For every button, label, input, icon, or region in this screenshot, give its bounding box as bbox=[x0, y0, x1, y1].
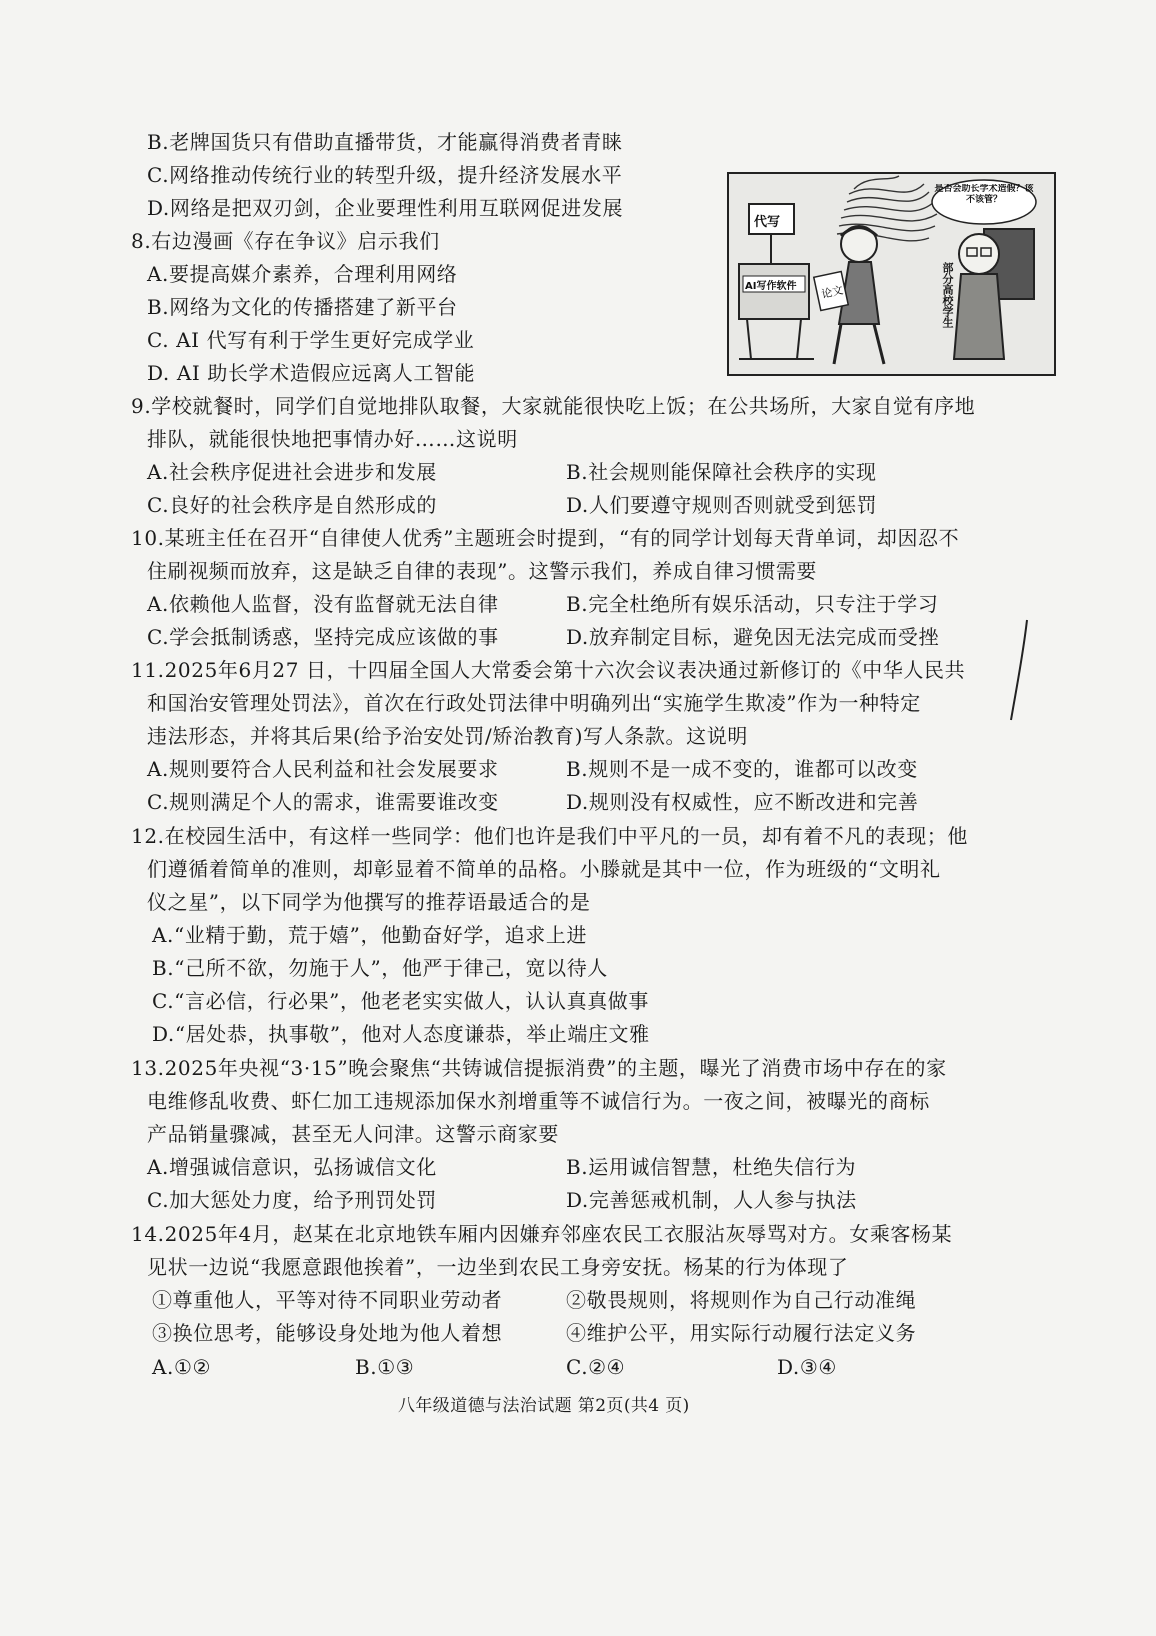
q7-option-b: B.老牌国货只有借助直播带货，才能赢得消费者青睐 bbox=[147, 130, 623, 154]
q14-option-c: C.②④ bbox=[566, 1355, 626, 1379]
q14-stem-line1: 14.2025年4月，赵某在北京地铁车厢内因嫌弃邻座农民工衣服沾灰辱骂对方。女乘客杨某 bbox=[131, 1222, 953, 1246]
teacher-figure bbox=[959, 234, 999, 274]
q11-option-d: D.规则没有权威性，应不断改进和完善 bbox=[566, 790, 919, 814]
q13-option-b: B.运用诚信智慧，杜绝失信行为 bbox=[566, 1155, 857, 1179]
q12-option-d: D.“居处恭，执事敬”，他对人态度谦恭，举止端庄文雅 bbox=[152, 1022, 650, 1046]
q12-option-c: C.“言必信，行必果”，他老老实实做人，认认真真做事 bbox=[152, 989, 649, 1013]
q8-option-b: B.网络为文化的传播搭建了新平台 bbox=[147, 295, 458, 319]
q14-statement-2: ②敬畏规则，将规则作为自己行动准绳 bbox=[566, 1288, 917, 1312]
q10-stem-line1: 10.某班主任在召开“自律使人优秀”主题班会时提到，“有的同学计划每天背单词，却因忍不 bbox=[131, 526, 960, 550]
q7-option-c: C.网络推动传统行业的转型升级，提升经济发展水平 bbox=[147, 163, 623, 187]
q10-option-b: B.完全杜绝所有娱乐活动，只专注于学习 bbox=[566, 592, 939, 616]
pen-mark bbox=[1005, 615, 1035, 725]
q9-option-a: A.社会秩序促进社会进步和发展 bbox=[147, 460, 437, 484]
q13-stem-line1: 13.2025年央视“3·15”晚会聚焦“共铸诚信提振消费”的主题，曝光了消费市场中存在的家 bbox=[131, 1056, 947, 1080]
q8-stem: 8.右边漫画《存在争议》启示我们 bbox=[131, 229, 440, 253]
q10-option-a: A.依赖他人监督，没有监督就无法自律 bbox=[147, 592, 499, 616]
sign-text: 代写 bbox=[754, 215, 781, 230]
q9-stem-line1: 9.学校就餐时，同学们自觉地排队取餐，大家就能很快吃上饭；在公共场所，大家自觉有序地 bbox=[131, 394, 976, 418]
q11-stem-line2: 和国治安管理处罚法》，首次在行政处罚法律中明确列出“实施学生欺凌”作为一种特定 bbox=[147, 691, 921, 715]
q14-stem-line2: 见状一边说“我愿意跟他挨着”，一边坐到农民工身旁安抚。杨某的行为体现了 bbox=[147, 1255, 849, 1279]
q11-stem-line1: 11.2025年6月27 日，十四届全国人大常委会第十六次会议表决通过新修订的《中华人民共 bbox=[131, 658, 966, 682]
q14-statement-3: ③换位思考，能够设身处地为他人着想 bbox=[152, 1321, 503, 1345]
q14-statement-4: ④维护公平，用实际行动履行法定义务 bbox=[566, 1321, 917, 1345]
page-footer: 八年级道德与法治试题 第2页(共4 页) bbox=[398, 1396, 690, 1416]
q11-option-b: B.规则不是一成不变的，谁都可以改变 bbox=[566, 757, 918, 781]
cartoon-image bbox=[727, 172, 1056, 376]
q11-stem-line3: 违法形态，并将其后果(给予治安处罚/矫治教育)写人条款。这说明 bbox=[147, 724, 748, 748]
q13-stem-line2: 电维修乱收费、虾仁加工违规添加保水剂增重等不诚信行为。一夜之间，被曝光的商标 bbox=[147, 1089, 930, 1113]
speech-bubble-text: 是否会助长学术造假？该不该管？ bbox=[934, 184, 1034, 205]
q13-option-d: D.完善惩戒机制，人人参与执法 bbox=[566, 1188, 857, 1212]
q12-stem-line3: 仪之星”，以下同学为他撰写的推荐语最适合的是 bbox=[147, 890, 591, 914]
q11-option-c: C.规则满足个人的需求，谁需要谁改变 bbox=[147, 790, 499, 814]
q12-option-b: B.“己所不欲，勿施于人”，他严于律己，宽以待人 bbox=[152, 956, 608, 980]
q7-option-d: D.网络是把双刃剑，企业要理性利用互联网促进发展 bbox=[147, 196, 624, 220]
q9-option-d: D.人们要遵守规则否则就受到惩罚 bbox=[566, 493, 878, 517]
q9-option-b: B.社会规则能保障社会秩序的实现 bbox=[566, 460, 877, 484]
side-label-text: 部分高校学生 bbox=[941, 262, 954, 328]
q12-option-a: A.“业精于勤，荒于嬉”，他勤奋好学，追求上进 bbox=[152, 923, 588, 947]
q14-option-d: D.③④ bbox=[777, 1355, 837, 1379]
q14-option-b: B.①③ bbox=[355, 1355, 415, 1379]
q9-option-c: C.良好的社会秩序是自然形成的 bbox=[147, 493, 437, 517]
q8-option-a: A.要提高媒介素养，合理利用网络 bbox=[147, 262, 458, 286]
q9-stem-line2: 排队，就能很快地把事情办好……这说明 bbox=[147, 427, 518, 451]
q8-option-d: D. AI 助长学术造假应远离人工智能 bbox=[147, 361, 476, 385]
q12-stem-line1: 12.在校园生活中，有这样一些同学：他们也许是我们中平凡的一员，却有着不凡的表现；他 bbox=[131, 824, 969, 848]
q12-stem-line2: 们遵循着简单的准则，却彰显着不简单的品格。小滕就是其中一位，作为班级的“文明礼 bbox=[147, 857, 941, 881]
q8-option-c: C. AI 代写有利于学生更好完成学业 bbox=[147, 328, 475, 352]
q14-statement-1: ①尊重他人，平等对待不同职业劳动者 bbox=[152, 1288, 503, 1312]
q10-stem-line2: 住刷视频而放弃，这是缺乏自律的表现”。这警示我们，养成自律习惯需要 bbox=[147, 559, 818, 583]
software-label: AI写作软件 bbox=[745, 281, 797, 292]
q13-option-c: C.加大惩处力度，给予刑罚处罚 bbox=[147, 1188, 437, 1212]
q13-stem-line3: 产品销量骤减，甚至无人问津。这警示商家要 bbox=[147, 1122, 559, 1146]
paper-text: 论文 bbox=[820, 283, 845, 301]
q10-option-d: D.放弃制定目标，避免因无法完成而受挫 bbox=[566, 625, 940, 649]
q14-option-a: A.①② bbox=[152, 1355, 212, 1379]
q10-option-c: C.学会抵制诱惑，坚持完成应该做的事 bbox=[147, 625, 499, 649]
q11-option-a: A.规则要符合人民利益和社会发展要求 bbox=[147, 757, 499, 781]
q13-option-a: A.增强诚信意识，弘扬诚信文化 bbox=[147, 1155, 437, 1179]
